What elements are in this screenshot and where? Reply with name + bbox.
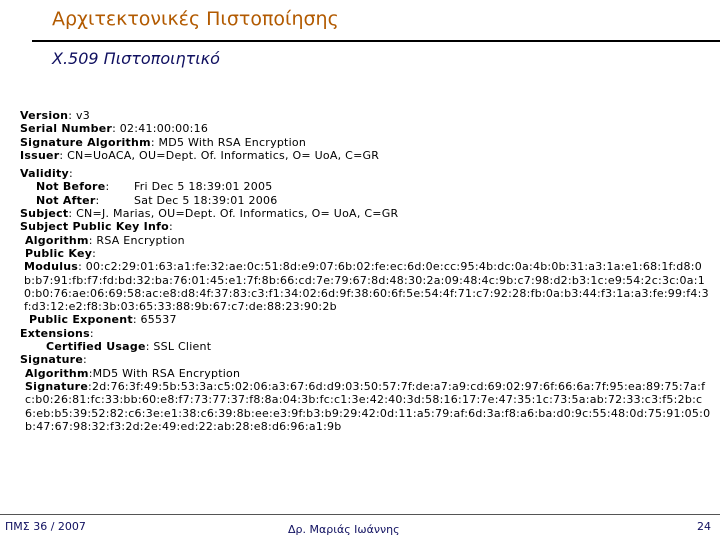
signature-algorithm-sub-line [20, 367, 712, 380]
issuer-value: : CN=UoACA, OU=Dept. Of. Informatics, O= UoA, C=GR [59, 148, 380, 162]
extensions-label: Extensions [20, 326, 90, 340]
public-key-colon: : [92, 246, 97, 260]
issuer-label: Issuer [20, 148, 60, 162]
certified-usage-line [20, 340, 712, 353]
footer-course: ΠΜΣ 36 / 2007 [5, 520, 86, 533]
validity-line [20, 167, 712, 180]
key-algorithm-label: Algorithm [25, 233, 89, 247]
public-key-info-line [20, 220, 712, 233]
modulus-value: : 00:c2:29:01:63:a1:fe:32:ae:0c:51:8d:e9:07:6b:02:fe:ec:6d:0e:cc:95:4b:dc:0a:4b:0b:31:a3:1a:e1:68:1f:d8:0b:b7:91:fb:f7:fd:bd:32:ba:76:01:45:e1:7f:8b:66:cd:7e:79:67:8d:48:30:2a:09:48:4c:9b:c7:98:d2:b3:1c:e9:54:2c:3c:0a:10:b0:76:ae:06:69:58:ac:e8:d8:4f:37:83:c3:f1:34:02:6d:9f:38:60:6f:5e:54:4f:71:c7:92:28:fb:0a:b3:44:f3:1a:a3:fe:99:f4:3f:d3:12:e2:f8:3b:03:65:33:88:9b:67:c7:de:88:23:90:2b [24, 260, 709, 314]
slide-subtitle: X.509 Πιστοποιητικό [52, 49, 220, 68]
serial-line [20, 122, 712, 135]
not-after-colon: : [95, 193, 100, 207]
not-after-label: Not After [36, 193, 96, 207]
signature-algorithm-line [20, 136, 712, 149]
key-algorithm-value: : RSA Encryption [88, 233, 185, 247]
issuer-line [20, 149, 712, 162]
signature-value-block [20, 380, 712, 433]
not-after-value: Sat Dec 5 18:39:01 2006 [134, 193, 278, 207]
version-line [20, 109, 712, 122]
signature-value-label: Signature [25, 379, 89, 393]
title-divider [32, 40, 720, 42]
signature-algorithm-label: Signature Algorithm [20, 135, 151, 149]
not-before-value: Fri Dec 5 18:39:01 2005 [134, 180, 273, 194]
certified-usage-label: Certified Usage [46, 340, 146, 354]
public-exponent-line [20, 313, 712, 326]
not-before-line [20, 180, 712, 193]
signature-algorithm-sub-value: :MD5 With RSA Encryption [88, 366, 241, 380]
signature-algorithm-sub-label: Algorithm [25, 366, 89, 380]
signature-section-colon: : [83, 353, 88, 367]
slide-title: Αρχιτεκτονικές Πιστοποίησης [52, 8, 339, 30]
validity-colon: : [68, 167, 73, 181]
not-before-label: Not Before [36, 180, 106, 194]
public-key-info-label: Subject Public Key Info [20, 220, 169, 234]
public-key-info-colon: : [168, 220, 173, 234]
public-exponent-value: : 65537 [132, 313, 177, 327]
certificate-listing [20, 109, 712, 433]
subject-value: : CN=J. Marias, OU=Dept. Of. Informatics, O= UoA, C=GR [68, 207, 399, 221]
modulus-block [20, 260, 712, 313]
extensions-colon: : [89, 326, 94, 340]
serial-value: : 02:41:00:00:16 [112, 122, 209, 136]
public-key-label: Public Key [25, 246, 93, 260]
subject-line [20, 207, 712, 220]
certified-usage-value: : SSL Client [145, 340, 212, 354]
serial-label: Serial Number [20, 122, 113, 136]
signature-algorithm-value: : MD5 With RSA Encryption [150, 135, 307, 149]
public-key-line [20, 247, 712, 260]
key-algorithm-line [20, 234, 712, 247]
extensions-line [20, 327, 712, 340]
signature-value: :2d:76:3f:49:5b:53:3a:c5:02:06:a3:67:6d:d9:03:50:57:7f:de:a7:a9:cd:69:02:97:6f:66:6a:7f:95:ea:89:75:7a:fc:b0:26:81:fc:33:bb:60:e8:f7:73:77:37:f8:8a:04:3b:fc:c1:3e:42:40:3d:58:16:17:7e:47:35:1c:73:5a:ab:72:33:c3:f5:2b:c6:eb:b5:39:52:82:c6:3e:e1:38:c6:39:8b:ee:e3:9f:b3:b9:29:42:0d:11:a5:79:af:6d:3a:f8:a6:ba:d0:9c:55:48:0d:75:91:05:0b:47:67:98:32:f3:2d:2e:49:ed:22:ab:28:e8:d6:96:a1:9b [25, 379, 711, 433]
not-after-line [20, 194, 712, 207]
footer-author: Δρ. Μαριάς Ιωάννης [288, 523, 400, 536]
signature-line [20, 353, 712, 366]
page-number: 24 [697, 520, 711, 533]
footer-divider [0, 514, 720, 515]
validity-label: Validity [20, 167, 69, 181]
subject-label: Subject [20, 207, 69, 221]
version-label: Version [20, 109, 69, 122]
public-exponent-label: Public Exponent [29, 313, 133, 327]
signature-section-label: Signature [20, 353, 84, 367]
modulus-label: Modulus [24, 260, 79, 274]
not-before-colon: : [105, 180, 110, 194]
version-value: : v3 [68, 109, 90, 122]
